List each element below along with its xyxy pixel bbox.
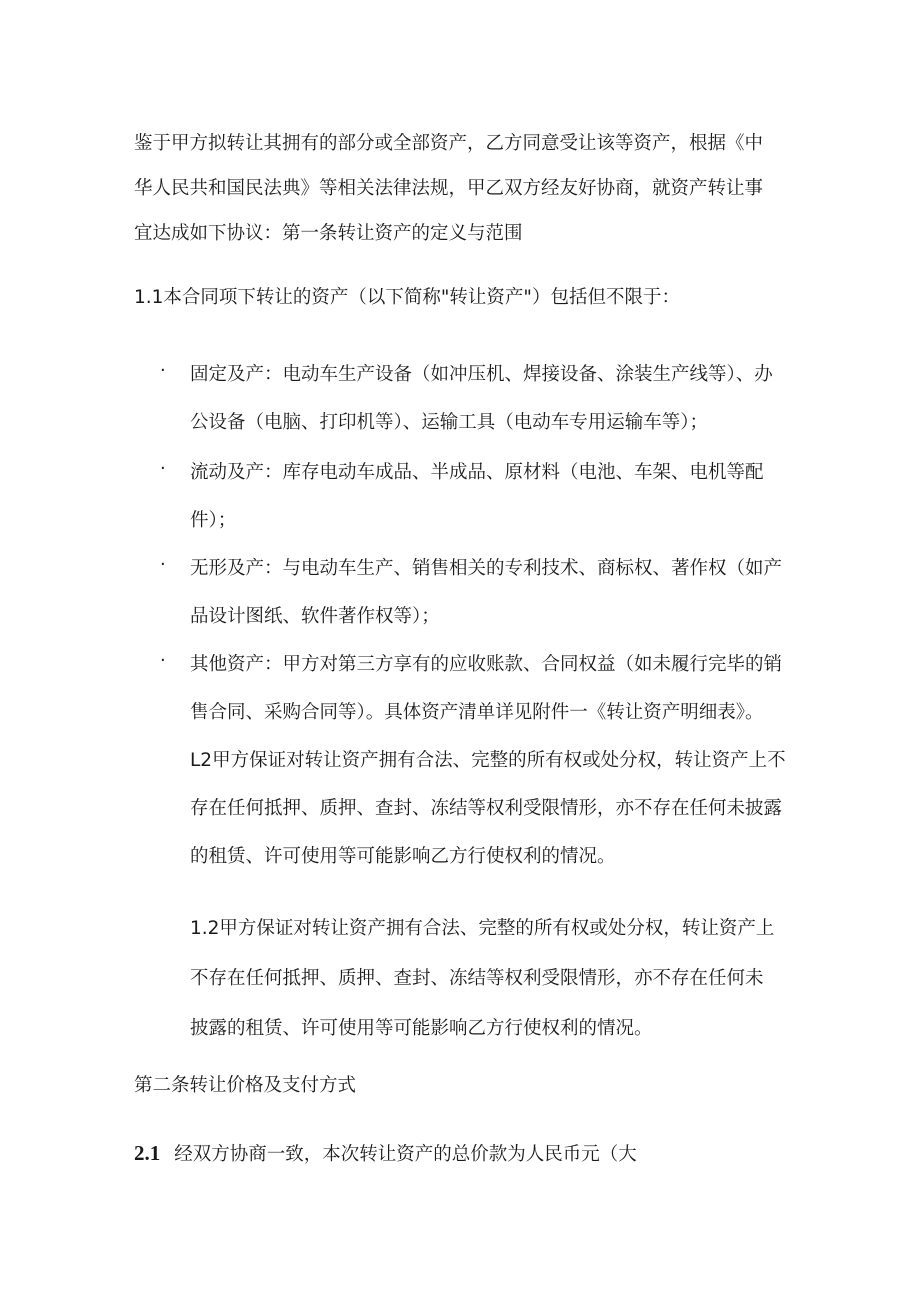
clause-2-1	[134, 1138, 637, 1170]
text-line: 1.1本合同项下转让的资产（以下简称"转让资产"）包括但不限于：	[134, 287, 680, 308]
text-line: 存在任何抵押、质押、查封、冻结等权利受限情形，亦不存在任何未披露	[190, 798, 783, 819]
text-line: 华人民共和国民法典》等相关法律法规，甲乙双方经友好协商，就资产转让事	[134, 178, 764, 199]
bullet-marker: ·	[160, 650, 166, 671]
bullet-marker: ·	[160, 458, 166, 479]
text-line: 无形及产：与电动车生产、销售相关的专利技术、商标权、著作权（如产	[190, 558, 783, 579]
text-line: 披露的租赁、许可使用等可能影响乙方行使权利的情况。	[190, 1018, 653, 1039]
clause-number: 2.1	[134, 1141, 161, 1165]
text-line: L2甲方保证对转让资产拥有合法、完整的所有权或处分权，转让资产上不	[190, 750, 786, 771]
asset-item-fixed	[190, 351, 773, 447]
bullet-marker: ·	[160, 360, 166, 381]
clause-text: 经双方协商一致，本次转让资产的总价款为人民币元（大	[174, 1144, 637, 1165]
text-line: 1.2甲方保证对转让资产拥有合法、完整的所有权或处分权，转让资产上	[190, 918, 775, 939]
text-line: 的租赁、许可使用等可能影响乙方行使权利的情况。	[190, 846, 616, 867]
text-line: 宜达成如下协议：第一条转让资产的定义与范围	[134, 223, 523, 244]
text-line: 品设计图纸、软件著作权等）；	[190, 606, 440, 627]
asset-item-other	[190, 641, 786, 881]
asset-item-current	[190, 449, 764, 545]
bullet-marker: ·	[160, 554, 166, 575]
text-line: 不存在任何抵押、质押、查封、冻结等权利受限情形，亦不存在任何未	[190, 968, 764, 989]
text-line: 件）；	[190, 510, 237, 531]
text-line: 流动及产：库存电动车成品、半成品、原材料（电池、车架、电机等配	[190, 462, 764, 483]
intro-paragraph	[134, 121, 763, 256]
clause-1-2	[190, 904, 774, 1054]
asset-item-intangible	[190, 545, 782, 641]
text-line: 其他资产：甲方对第三方享有的应收账款、合同权益（如未履行完毕的销	[190, 654, 783, 675]
text-line: 鉴于甲方拟转让其拥有的部分或全部资产，乙方同意受让该等资产，根据《中	[134, 133, 764, 154]
text-line: 公设备（电脑、打印机等）、运输工具（电动车专用运输车等）；	[190, 412, 709, 433]
text-line: 固定及产：电动车生产设备（如冲压机、焊接设备、涂装生产线等）、办	[190, 364, 773, 385]
clause-1-1	[134, 283, 680, 313]
text-line: 售合同、采购合同等）。具体资产清单详见附件一《转让资产明细表》。	[190, 702, 764, 723]
article-2-heading: 第二条转让价格及支付方式	[134, 1075, 357, 1096]
